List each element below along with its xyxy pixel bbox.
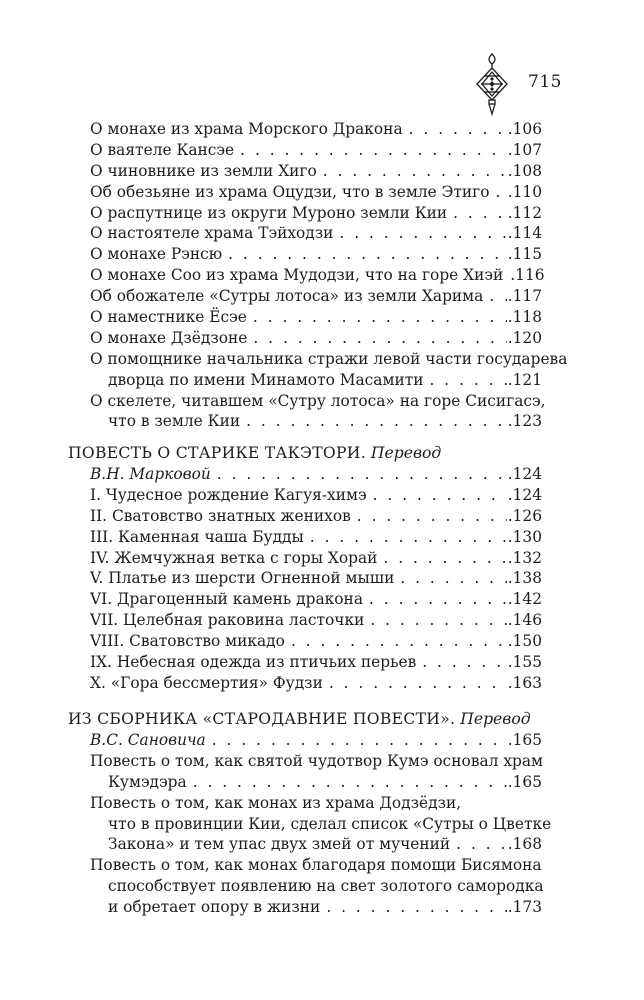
toc-entry <box>90 411 542 432</box>
toc-entry-line: Повесть о том, как монах благодаря помощи Бисямона <box>90 856 542 875</box>
toc-entry <box>90 328 542 349</box>
toc-entry <box>90 506 542 527</box>
leader-dots <box>422 652 506 673</box>
toc-entry-line: способствует появлению на свет золотого самородка <box>108 877 544 896</box>
leader-dots <box>240 140 507 161</box>
leader-dots <box>357 506 507 527</box>
section2-list <box>90 464 542 694</box>
leader-dots <box>253 307 507 328</box>
leader-dots <box>217 464 507 485</box>
toc-entry-title: VIII. Сватовство микадо <box>90 632 285 651</box>
toc-entry <box>90 589 542 610</box>
section-heading-note: Перевод <box>370 444 442 462</box>
toc-entry-page: .146 <box>507 611 542 630</box>
section1-list <box>90 119 568 432</box>
toc-entry-page: .173 <box>507 898 542 917</box>
toc-entry <box>90 265 545 286</box>
leader-dots <box>453 203 507 224</box>
toc-entry-title: III. Каменная чаша Будды <box>90 527 304 546</box>
leader-dots <box>409 119 507 140</box>
toc-entry-page: .112 <box>507 203 542 222</box>
leader-dots <box>246 411 507 432</box>
section3-list <box>90 730 552 918</box>
toc-entry-page: .110 <box>507 182 542 201</box>
toc-entry <box>90 673 542 694</box>
toc-entry-title: X. «Гора бессмертия» Фудзи <box>90 673 323 692</box>
toc-entry <box>90 307 542 328</box>
translator-name: В.С. Сановича <box>90 731 206 749</box>
section-heading-title: ИЗ СБОРНИКА «СТАРОДАВНИЕ ПОВЕСТИ». <box>68 710 456 728</box>
leader-dots <box>373 485 507 506</box>
leader-dots <box>383 548 506 569</box>
leader-dots <box>310 527 507 548</box>
toc-entry-page: .121 <box>507 370 542 389</box>
toc-entry <box>90 203 542 224</box>
leader-dots <box>370 610 506 631</box>
toc-entry <box>90 568 542 589</box>
toc-entry-title: О распутнице из округи Муроно земли Кии <box>90 203 448 222</box>
toc-entry-page: .118 <box>507 308 542 327</box>
leader-dots <box>228 244 507 265</box>
toc-entry-title: I. Чудесное рождение Кагуя-химэ <box>90 485 367 504</box>
lantern-ornament-icon <box>472 52 512 116</box>
toc-entry <box>90 223 542 244</box>
toc-entry-title: О ваятеле Кансэе <box>90 140 235 159</box>
toc-entry-title: IV. Жемчужная ветка с горы Хорай <box>90 548 378 567</box>
leader-dots <box>329 673 507 694</box>
toc-entry <box>90 119 542 140</box>
toc-entry-page: .165 <box>507 772 542 791</box>
toc-entry <box>90 485 542 506</box>
toc-entry <box>90 897 542 918</box>
toc-entry-page: .168 <box>507 835 542 854</box>
toc-entry-page: .138 <box>507 569 542 588</box>
toc-entry-title: О настоятеле храма Тэйходзи <box>90 224 334 243</box>
leader-dots <box>339 223 506 244</box>
toc-entry <box>90 548 542 569</box>
toc-entry-line: О помощнике начальника стражи левой части государева <box>90 349 568 368</box>
toc-entry <box>90 631 542 652</box>
section-heading-note: Перевод <box>460 710 531 728</box>
toc-entry-line: Повесть о том, как монах из храма Додзёдзи, <box>90 793 462 812</box>
toc-entry-title: дворца по имени Минамото Масамити <box>108 370 424 389</box>
toc-entry-title: О монахе из храма Морского Дракона <box>90 120 403 138</box>
toc-entry-title: Об обожателе «Сутры лотоса» из земли Харима <box>90 287 484 306</box>
leader-dots <box>326 897 506 918</box>
toc-entry-page: .114 <box>507 224 542 243</box>
toc-entry-title: VII. Целебная раковина ласточки <box>90 611 365 630</box>
toc-entry-title: VI. Драгоценный камень дракона <box>90 590 363 609</box>
toc-entry-title: О монахе Дзёдзоне <box>90 328 248 347</box>
toc-entry-page: .165 <box>507 731 542 749</box>
toc-entry-page: .132 <box>507 548 542 567</box>
toc-entry-title: что в земле Кии <box>108 412 241 431</box>
leader-dots <box>456 834 507 855</box>
toc-entry-title: IX. Небесная одежда из птичьих перьев <box>90 653 417 672</box>
toc-entry-title: О монахе Соо из храма Мудодзи, что на горе Хиэй <box>90 266 504 285</box>
toc-entry <box>90 370 542 391</box>
toc-entry-page: .106 <box>507 120 542 138</box>
section-heading <box>68 708 531 730</box>
translator-line <box>90 464 542 485</box>
toc-entry <box>90 182 542 203</box>
toc-entry <box>90 244 542 265</box>
leader-dots <box>429 370 506 391</box>
toc-entry-page: .116 <box>510 266 545 285</box>
toc-entry-title: О наместнике Ёсэе <box>90 308 247 327</box>
leader-dots <box>400 568 506 589</box>
toc-entry-page: .107 <box>507 140 542 159</box>
leader-dots <box>369 589 507 610</box>
toc-entry-page: .124 <box>507 485 542 504</box>
toc-entry <box>90 140 542 161</box>
toc-entry-title: V. Платье из шерсти Огненной мыши <box>90 569 395 588</box>
toc-entry <box>90 834 542 855</box>
toc-entry-line: Повесть о том, как святой чудотвор Кумэ основал храм <box>90 751 544 770</box>
leader-dots <box>495 182 506 203</box>
toc-entry <box>90 286 542 307</box>
leader-dots <box>212 730 507 751</box>
toc-entry-page: .163 <box>507 673 542 692</box>
toc-entry-page: .155 <box>507 653 542 672</box>
toc-entry-line: О скелете, читавшем «Сутру лотоса» на горе Сисигасэ, <box>90 391 546 410</box>
toc-entry-title: Об обезьяне из храма Оцудзи, что в земле Этиго <box>90 182 490 201</box>
leader-dots <box>489 286 506 307</box>
leader-dots <box>291 631 507 652</box>
leader-dots <box>253 328 506 349</box>
toc-entry-page: .115 <box>507 245 542 264</box>
toc-entry-page: .108 <box>507 161 542 180</box>
toc-entry <box>90 610 542 631</box>
section-heading <box>68 442 441 464</box>
toc-entry <box>90 527 542 548</box>
toc-entry-title: и обретает опору в жизни <box>108 898 321 917</box>
page-number: 715 <box>528 72 562 92</box>
toc-entry-page: .142 <box>507 590 542 609</box>
toc-entry-page: .150 <box>507 632 542 651</box>
leader-dots <box>323 161 507 182</box>
toc-entry-title: II. Сватовство знатных женихов <box>90 506 351 525</box>
toc-entry-title: Закона» и тем упас двух змей от мучений <box>108 835 451 854</box>
section-heading-title: ПОВЕСТЬ О СТАРИКЕ ТАКЭТОРИ. <box>68 444 366 462</box>
leader-dots <box>193 772 507 793</box>
toc-entry-page: .130 <box>507 527 542 546</box>
toc-entry-page: .117 <box>507 287 542 306</box>
toc-entry <box>90 161 542 182</box>
toc-entry-line: что в провинции Кии, сделал список «Сутры о Цветке <box>108 814 552 833</box>
toc-entry-page: .126 <box>507 506 542 525</box>
toc-entry <box>90 772 542 793</box>
toc-entry <box>90 652 542 673</box>
toc-entry-title: О монахе Рэнсю <box>90 245 223 264</box>
toc-entry-page: .120 <box>507 328 542 347</box>
translator-line <box>90 730 542 751</box>
toc-entry-title: Кумэдэра <box>108 772 187 791</box>
toc-entry-title: О чиновнике из земли Хиго <box>90 161 317 180</box>
toc-entry-page: .124 <box>507 465 542 483</box>
translator-name: В.Н. Марковой <box>90 465 211 483</box>
toc-entry-page: .123 <box>507 412 542 431</box>
